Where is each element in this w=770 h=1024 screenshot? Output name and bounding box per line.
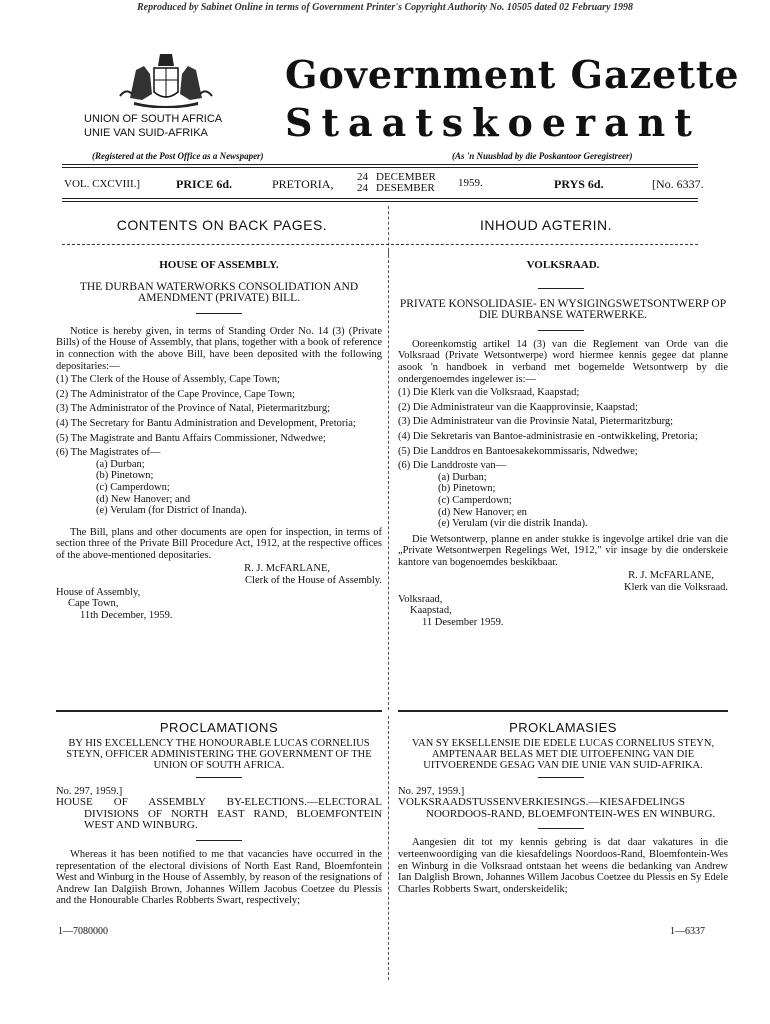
address-line-1-en: House of Assembly, bbox=[56, 586, 141, 598]
footer-code-left: 1—7080000 bbox=[58, 926, 108, 937]
depositary-item: (6) The Magistrates of— bbox=[56, 447, 161, 459]
magistrate-subitem: (e) Verulam (for District of Inanda). bbox=[96, 505, 247, 517]
signatory-title-af: Klerk van die Volksraad. bbox=[623, 582, 728, 594]
magistrate-subitem: (a) Durban; bbox=[438, 471, 487, 483]
short-rule bbox=[538, 777, 584, 778]
whereas-paragraph-en: Whereas it has been notified to me that vacancies have occurred in the representation of the electoral divisions of North East Rand, Bloemfontein West and Winburg in the House of Assembly, by reason of the resignations of Andrew Ian Dalgiish Brown, Johannes Willem Jacobus Coetzee du Plessis and the Honourable Charles Robberts Swart, respectively; bbox=[56, 848, 382, 907]
signatory-name-en: R. J. McFARLANE, bbox=[244, 563, 330, 575]
column-divider-lower bbox=[388, 716, 389, 980]
short-rule bbox=[196, 777, 242, 778]
footer-code-right: 1—6337 bbox=[670, 926, 705, 937]
depositary-item: (1) The Clerk of the House of Assembly, Cape Town; bbox=[56, 374, 280, 386]
short-rule bbox=[538, 288, 584, 289]
aangesien-paragraph-af: Aangesien dit tot my kennis gebring is dat daar vakatures in die verteenwoordiging van die kiesafdelings Noordoos-Rand, Bloemfontein-Wes en Winburg in die Volksraad ontstaan het weens die bedanking van Andrew Ian Dalglish Brown, Johannes Willem Jacobus Coetzee du Plessis en Sy Edele Charles Robberts Swart, onderskeidelik; bbox=[398, 837, 728, 895]
contents-heading-af: INHOUD AGTERIN. bbox=[480, 217, 612, 233]
short-rule bbox=[538, 330, 584, 331]
signatory-title-en: Clerk of the House of Assembly. bbox=[245, 575, 382, 587]
depositary-item: (6) Die Landdroste van— bbox=[398, 460, 507, 472]
proklamasies-heading: PROKLAMASIES bbox=[509, 720, 617, 735]
address-line-2-af: Kaapstad, bbox=[410, 605, 452, 617]
depositary-item: (1) Die Klerk van die Volksraad, Kaapstad; bbox=[398, 387, 580, 399]
issue-day: 24 bbox=[357, 171, 368, 183]
contents-heading-en: CONTENTS ON BACK PAGES. bbox=[116, 217, 328, 233]
depositary-item: (4) The Secretary for Bantu Administration and Development, Pretoria; bbox=[56, 417, 356, 429]
volksraad-heading: VOLKSRAAD. bbox=[526, 259, 600, 271]
title-afrikaans: Staatskoerant bbox=[285, 100, 701, 145]
proclamation-title-af: VOLKSRAADSTUSSENVERKIESINGS.—KIESAFDELINGS NOORDOOS-RAND, BLOEMFONTEIN-WES EN WINBURG. bbox=[398, 796, 716, 820]
proclamation-number-af: No. 297, 1959.] bbox=[398, 785, 465, 797]
left-column-bill bbox=[56, 260, 382, 621]
issue-month-af: DESEMBER bbox=[376, 182, 435, 194]
notice-paragraph-en: Notice is hereby given, in terms of Standing Order No. 14 (3) (Private Bills) of the House of Assembly, that plans, together with a book of reference in connection with the above Bill, have been deposited with the following depositaries:— bbox=[56, 325, 382, 372]
section-rule-left bbox=[56, 710, 382, 712]
column-divider-top bbox=[388, 206, 389, 256]
right-column-bill bbox=[398, 260, 728, 628]
magistrate-subitem: (d) New Hanover; en bbox=[438, 506, 527, 518]
issue-number: [No. 6337. bbox=[652, 177, 704, 191]
date-en: 11th December, 1959. bbox=[80, 609, 173, 621]
coat-of-arms-emblem bbox=[116, 48, 216, 108]
depositary-item: (3) The Administrator of the Province of Natal, Pietermaritzburg; bbox=[56, 403, 330, 415]
volume-number: VOL. CXCVIII.] bbox=[64, 178, 141, 190]
union-name-af: UNIE VAN SUID-AFRIKA bbox=[84, 127, 208, 139]
magistrate-subitem: (c) Camperdown; bbox=[96, 481, 170, 493]
magistrate-subitem: (b) Pinetown; bbox=[96, 470, 154, 482]
excellency-line-en: BY HIS EXCELLENCY THE HONOURABLE LUCAS CORNELIUS STEYN, OFFICER ADMINISTERING THE GOVERNMENT OF THE UNION OF SOUTH AFRICA. bbox=[66, 737, 372, 771]
signatory-name-af: R. J. McFARLANE, bbox=[628, 570, 714, 582]
proclamation-title-en: HOUSE OF ASSEMBLY BY-ELECTIONS.—ELECTORAL DIVISIONS OF NORTH EAST RAND, BLOEMFONTEIN WEST AND WINBURG. bbox=[56, 796, 382, 832]
left-column-proclamation bbox=[56, 722, 382, 907]
price-af: PRYS 6d. bbox=[554, 177, 604, 191]
magistrate-subitem: (e) Verulam (vir die distrik Inanda). bbox=[438, 518, 588, 530]
issue-place: PRETORIA, bbox=[272, 177, 334, 191]
issue-month-en: DECEMBER bbox=[376, 171, 436, 183]
reproduction-notice: Reproduced by Sabinet Online in terms of Government Printer's Copyright Authority No. 10505 dated 02 February 1998 bbox=[136, 2, 634, 13]
registered-note-af: (As 'n Nuusblad by die Poskantoor Geregistreer) bbox=[452, 151, 633, 161]
address-line-1-af: Volksraad, bbox=[398, 593, 443, 605]
bill-title-en: THE DURBAN WATERWORKS CONSOLIDATION AND AMENDMENT (PRIVATE) BILL. bbox=[79, 280, 359, 305]
closing-paragraph-af: Die Wetsontwerp, planne en ander stukke is ingevolge artikel drie van die „Private Wetsontwerpen Regelings Wet, 1912," vir insage by die onderskeie kantore van bogenoemdes beskikbaar. bbox=[398, 533, 728, 568]
depositary-item: (2) The Administrator of the Cape Province, Cape Town; bbox=[56, 388, 295, 400]
depositaries-list-af bbox=[398, 387, 728, 530]
column-divider-main bbox=[388, 250, 389, 710]
right-column-proclamation bbox=[398, 722, 728, 895]
title-english: Government Gazette bbox=[285, 52, 740, 97]
depositary-item: (5) Die Landdros en Bantoesakekommissaris, Ndwedwe; bbox=[398, 445, 638, 457]
issue-year: 1959. bbox=[458, 177, 483, 189]
price-en: PRICE 6d. bbox=[176, 177, 233, 191]
proclamations-heading: PROCLAMATIONS bbox=[159, 720, 279, 735]
house-of-assembly-heading: HOUSE OF ASSEMBLY. bbox=[159, 259, 279, 271]
address-line-2-en: Cape Town, bbox=[68, 598, 119, 610]
issue-day-af: 24 bbox=[357, 182, 368, 194]
short-rule bbox=[196, 840, 242, 841]
magistrate-subitem: (b) Pinetown; bbox=[438, 483, 496, 495]
magistrate-subitem: (a) Durban; bbox=[96, 458, 145, 470]
magistrate-subitem: (d) New Hanover; and bbox=[96, 493, 191, 505]
magistrate-subitem: (c) Camperdown; bbox=[438, 494, 512, 506]
date-af: 11 Desember 1959. bbox=[422, 616, 504, 628]
union-name-en: UNION OF SOUTH AFRICA bbox=[84, 113, 223, 125]
section-rule-right bbox=[398, 710, 728, 712]
bill-title-af: PRIVATE KONSOLIDASIE- EN WYSIGINGSWETSONTWERP OP DIE DURBANSE WATERWERKE. bbox=[399, 297, 727, 322]
closing-paragraph-en: The Bill, plans and other documents are open for inspection, in terms of section three of the Private Bill Procedure Act, 1912, at the respective offices of the above-mentioned depositaries. bbox=[56, 526, 382, 561]
notice-paragraph-af: Ooreenkomstig artikel 14 (3) van die Reglement van Orde van die Volksraad (Private Wetsontwerpe) word hiermee kennis gegee dat planne asook 'n handboek in verband met bogemelde Wetsontwerp by die ondergenoemdes ingelewer is:— bbox=[398, 338, 728, 385]
depositary-item: (4) Die Sekretaris van Bantoe-administrasie en -ontwikkeling, Pretoria; bbox=[398, 430, 698, 442]
issue-line bbox=[0, 172, 770, 198]
masthead-rule bbox=[62, 164, 698, 168]
short-rule bbox=[538, 828, 584, 829]
depositary-item: (3) Die Administrateur van die Provinsie Natal, Pietermaritzburg; bbox=[398, 416, 674, 428]
excellency-line-af: VAN SY EKSELLENSIE DIE EDELE LUCAS CORNELIUS STEYN, AMPTENAAR BELAS MET DIE UITOEFENING VAN DIE UITVOERENDE GESAG VAN DIE UNIE VAN SUID-AFRIKA. bbox=[411, 737, 715, 771]
depositaries-list-en bbox=[56, 374, 382, 517]
short-rule bbox=[196, 313, 242, 314]
registered-note-en: (Registered at the Post Office as a Newspaper) bbox=[92, 151, 264, 161]
issue-rule bbox=[62, 198, 698, 202]
contents-rule bbox=[62, 244, 698, 245]
depositary-item: (5) The Magistrate and Bantu Affairs Commissioner, Ndwedwe; bbox=[56, 432, 326, 444]
depositary-item: (2) Die Administrateur van die Kaapprovinsie, Kaapstad; bbox=[398, 401, 638, 413]
proclamation-number-en: No. 297, 1959.] bbox=[56, 785, 123, 797]
